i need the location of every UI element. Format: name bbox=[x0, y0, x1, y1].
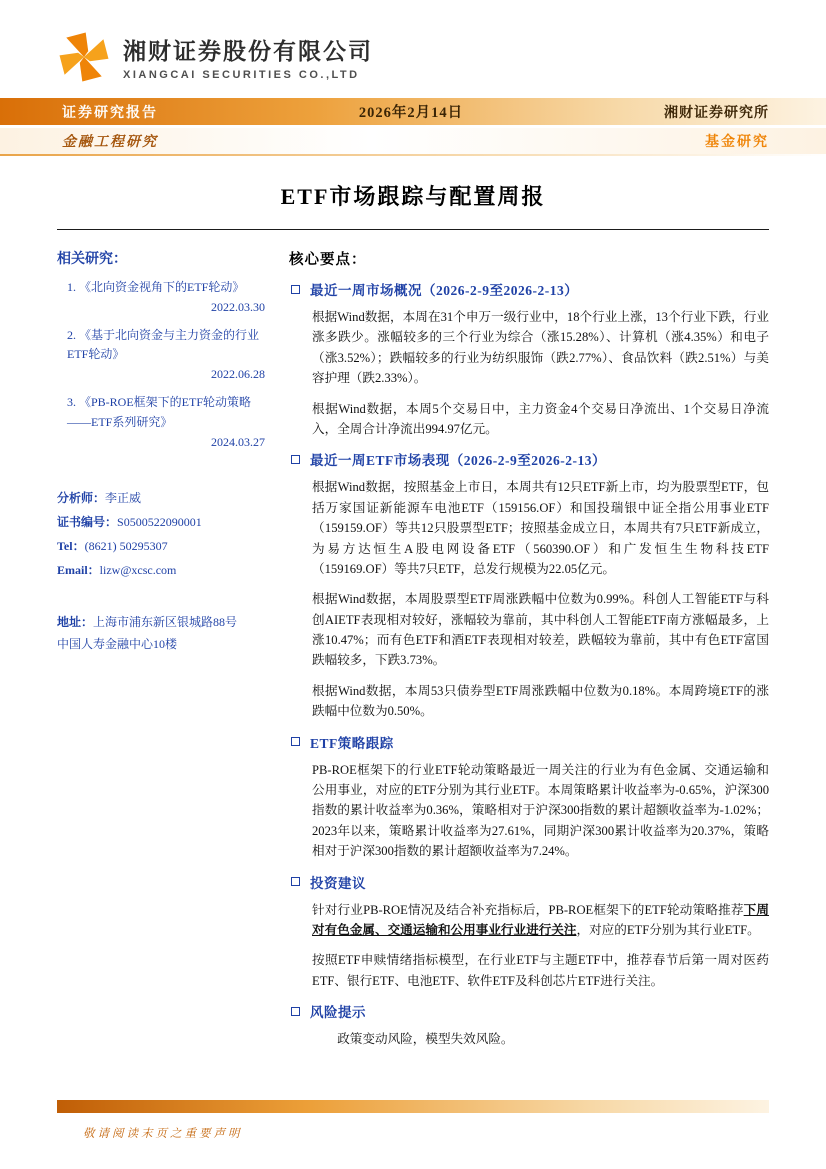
section-heading-market-overview bbox=[289, 279, 769, 299]
analyst-name: 李正威 bbox=[105, 491, 142, 506]
section-heading-label: 最近一周市场概况（2026-2-9至2026-2-13） bbox=[310, 283, 579, 298]
header-bar-secondary bbox=[0, 128, 826, 154]
related-item-date: 2022.03.30 bbox=[211, 299, 265, 314]
related-item-title[interactable]: 《基于北向资金与主力资金的行业ETF轮动》 bbox=[67, 327, 260, 362]
paragraph: 政策变动风险，模型失效风险。 bbox=[337, 1032, 514, 1047]
paragraph: PB-ROE框架下的行业ETF轮动策略最近一周关注的行业为有色金属、交通运输和公用事业，对应的ETF分别为其行业ETF。本周策略累计收益率为-0.65%，沪深300指数的累计收益率为0.36%，策略相对于沪深300指数的累计超额收益率为-1.02%；2023年以来，策略累计收益率为27.61%，同期沪深300累计收益率为20.37%，策略相对于沪深300指数的累计超额收益率为7.24%。 bbox=[312, 762, 769, 859]
page-title: ETF市场跟踪与配置周报 bbox=[280, 184, 546, 209]
section-heading-label: 最近一周ETF市场表现（2026-2-9至2026-2-13） bbox=[310, 453, 606, 469]
paragraph: 根据Wind数据，本周在31个申万一级行业中，18个行业上涨，13个行业下跌，行业涨多跌少。涨幅较多的三个行业为综合（涨15.28%）、计算机（涨4.35%）和电子（涨3.52%）；跌幅较多的行业为纺织服饰（跌2.77%）、食品饮料（跌2.51%）与美容护理（跌2.33%）。 bbox=[312, 310, 769, 386]
paragraph: 根据Wind数据，本周53只债券型ETF周涨跌幅中位数为0.18%。本周跨境ETF的涨跌幅中位数为0.50%。 bbox=[312, 683, 769, 719]
category-right-label: 基金研究 bbox=[705, 135, 769, 150]
email-label: Email： bbox=[57, 563, 100, 578]
related-research-heading: 相关研究： bbox=[57, 252, 127, 267]
certificate-number: S0500522090001 bbox=[117, 515, 202, 530]
footer-gradient-bar bbox=[57, 1100, 769, 1113]
analyst-line bbox=[57, 486, 269, 510]
related-research-item bbox=[57, 326, 269, 385]
related-research-item bbox=[57, 278, 269, 318]
core-points-heading: 核心要点： bbox=[289, 252, 367, 268]
section-heading-label: 风险提示 bbox=[310, 1005, 366, 1021]
related-item-title[interactable]: 《PB-ROE框架下的ETF轮动策略——ETF系列研究》 bbox=[67, 394, 252, 429]
section-heading-investment-advice bbox=[289, 872, 769, 892]
address-label: 地址： bbox=[57, 615, 94, 630]
square-bullet-icon bbox=[291, 455, 300, 464]
sidebar bbox=[57, 248, 269, 1060]
advice-text-post: ，对应的ETF分别为其行业ETF。 bbox=[576, 922, 760, 937]
section-heading-label: 投资建议 bbox=[310, 875, 366, 891]
footer bbox=[57, 1100, 769, 1141]
address-line-2: 中国人寿金融中心10楼 bbox=[57, 636, 178, 651]
xiangcai-pinwheel-logo-icon bbox=[57, 30, 111, 84]
advice-text-pre: 针对行业PB-ROE情况及结合补充指标后，PB-ROE框架下的ETF轮动策略推荐 bbox=[312, 902, 744, 917]
related-item-date: 2022.06.28 bbox=[211, 367, 265, 382]
main-content bbox=[289, 248, 769, 1060]
email-address[interactable]: lizw@xcsc.com bbox=[99, 563, 177, 578]
paragraph: 根据Wind数据，本周5个交易日中，主力资金4个交易日净流出、1个交易日净流入，全周合计净流出994.97亿元。 bbox=[312, 401, 769, 436]
section-heading-risk-warning bbox=[289, 1001, 769, 1021]
square-bullet-icon bbox=[291, 285, 300, 294]
tel-number: (8621) 50295307 bbox=[84, 539, 168, 554]
body-columns bbox=[0, 230, 826, 1060]
square-bullet-icon bbox=[291, 737, 300, 746]
related-item-num: 3. bbox=[67, 394, 76, 409]
analyst-label: 分析师： bbox=[57, 491, 106, 506]
address-block bbox=[57, 612, 269, 655]
company-name-block bbox=[123, 33, 373, 81]
related-item-num: 1. bbox=[67, 280, 76, 294]
logo-row bbox=[0, 0, 826, 84]
address-line-1 bbox=[57, 612, 269, 634]
tel-line bbox=[57, 534, 269, 558]
certificate-label: 证书编号： bbox=[57, 515, 118, 530]
header-bar-primary bbox=[0, 98, 826, 125]
research-institute-label: 湘财证券研究所 bbox=[664, 105, 769, 121]
square-bullet-icon bbox=[291, 1007, 300, 1016]
certificate-line bbox=[57, 510, 269, 534]
tel-label: Tel： bbox=[57, 539, 85, 554]
paragraph: 按照ETF申赎情绪指标模型，在行业ETF与主题ETF中，推荐春节后第一周对医药ETF、银行ETF、电池ETF、软件ETF及科创芯片ETF进行关注。 bbox=[312, 953, 769, 988]
report-type-label: 证券研究报告 bbox=[62, 105, 158, 121]
header-underline bbox=[0, 154, 826, 156]
section-heading-strategy-tracking bbox=[289, 732, 769, 752]
email-line bbox=[57, 558, 269, 582]
related-item-num: 2. bbox=[67, 327, 76, 342]
section-heading-label: ETF策略跟踪 bbox=[310, 735, 394, 751]
paragraph-with-emphasis bbox=[312, 900, 769, 941]
related-item-title[interactable]: 《北向资金视角下的ETF轮动》 bbox=[79, 280, 245, 294]
analyst-info-block bbox=[57, 486, 269, 582]
company-name-en: XIANGCAI SECURITIES CO.,LTD bbox=[123, 69, 360, 81]
category-left-label: 金融工程研究 bbox=[62, 135, 158, 150]
footer-disclaimer: 敬请阅读末页之重要声明 bbox=[83, 1128, 243, 1140]
square-bullet-icon bbox=[291, 877, 300, 886]
related-item-date: 2024.03.27 bbox=[211, 434, 265, 449]
report-date: 2026年2月14日 bbox=[358, 105, 464, 121]
advice-text-emphasized: 下周对有色金属、交通运输和公用事业行业进行关注 bbox=[312, 902, 770, 937]
address-street: 上海市浦东新区银城路88号 bbox=[93, 615, 238, 630]
company-name-cn: 湘财证券股份有限公司 bbox=[123, 39, 373, 64]
paragraph: 根据Wind数据，本周股票型ETF周涨跌幅中位数为0.99%。科创人工智能ETF与科创AIETF表现相对较好，涨幅较为靠前，其中科创人工智能ETF南方涨幅最多，上涨10.47%；而有色ETF和酒ETF表现相对较差，跌幅较为靠前，其中有色ETF富国跌幅较多，下跌3.73%。 bbox=[312, 592, 769, 668]
paragraph: 根据Wind数据，按照基金上市日，本周共有12只ETF新上市，均为股票型ETF，包括万家国证新能源车电池ETF（159156.OF）和国投瑞银中证全指公用事业ETF（159159.OF）等共12只股票型ETF；按照基金成立日，本周共有7只ETF新成立，为易方达恒生A股电网设备ETF（560390.OF）和广发恒生生物科技ETF（159169.OF）等共7只ETF，总发行规模为22.05亿元。 bbox=[312, 480, 769, 576]
section-heading-etf-performance bbox=[289, 449, 769, 469]
related-research-item bbox=[57, 393, 269, 452]
